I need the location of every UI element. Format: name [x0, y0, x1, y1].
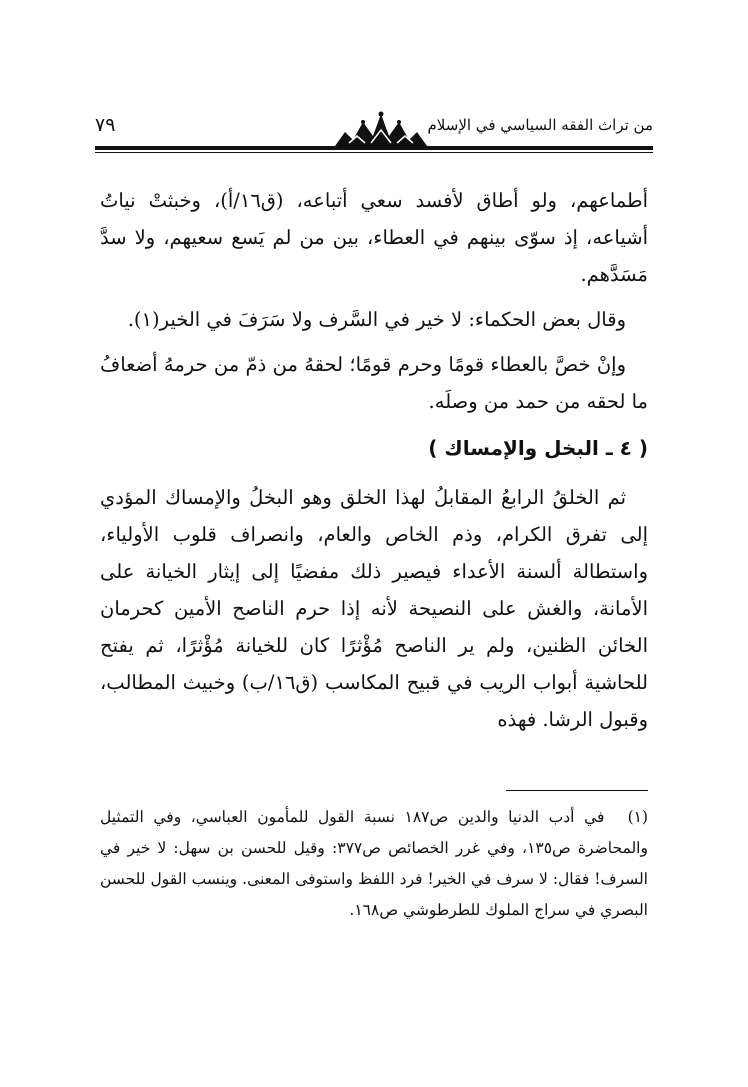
footnote-text: في أدب الدنيا والدين ص١٨٧ نسبة القول للمأمون العباسي، وفي التمثيل والمحاضرة ص١٣٥، وفي غرر الخصائص ص٣٧٧: وقيل للحسن بن سهل: لا خير في السرف! فقال: لا سرف في الخير! فرد اللفظ واستوفى المعنى. وينسب القول للحسن البصري في سراج الملوك للطرطوشي ص١٦٨.	[100, 808, 648, 919]
footnotes	[100, 802, 648, 926]
paragraph-3: وإنْ خصَّ بالعطاء قومًا وحرم قومًا؛ لحقهُ من ذمّ من حرمهُ أضعافُ ما لحقه من حمد من وصلَه.	[100, 353, 648, 413]
section-heading: ( ٤ ـ البخل والإمساك )	[428, 436, 648, 460]
header-rule-thick	[95, 146, 653, 150]
paragraph-4: ثم الخلقُ الرابعُ المقابلُ لهذا الخلق وهو البخلُ والإمساك المؤدي إلى تفرق الكرام، وذم الخاص والعام، وانصراف قلوب الأولياء، واستطالة ألسنة الأعداء فيصير ذلك مفضيًا إلى إيثار الخيانة على الأمانة، والغش على النصيحة لأنه إذا حرم الناصح الأمين كحرمان الخائن الظنين، ولم ير الناصح مُؤْثرًا كان للخيانة مُؤْثرًا، ثم يفتح للحاشية أبواب الريب في قبيح المكاسب (ق١٦/ب) وخبيث المطالب، وقبول الرشا. فهذه	[100, 486, 649, 731]
footnote-separator	[506, 790, 648, 791]
header-rule-thin	[95, 152, 653, 153]
running-header	[95, 110, 653, 156]
footnote-1	[100, 802, 648, 926]
footnote-number: (١)	[627, 808, 649, 826]
running-title: من تراث الفقه السياسي في الإسلام	[427, 116, 653, 134]
main-text	[100, 182, 648, 738]
page-number: ٧٩	[95, 114, 116, 136]
paragraph-2: وقال بعض الحكماء: لا خير في السَّرف ولا سَرَفَ في الخير(١).	[127, 308, 626, 331]
paragraph-1: أطماعهم، ولو أطاق لأفسد سعي أتباعه، (ق١٦/أ)، وخبثتْ نياتُ أشياعه، إذ سوّى بينهم في العطاء، بين من لم يَسع سعيهم، ولا سدَّ مَسَدَّهم.	[100, 189, 648, 286]
